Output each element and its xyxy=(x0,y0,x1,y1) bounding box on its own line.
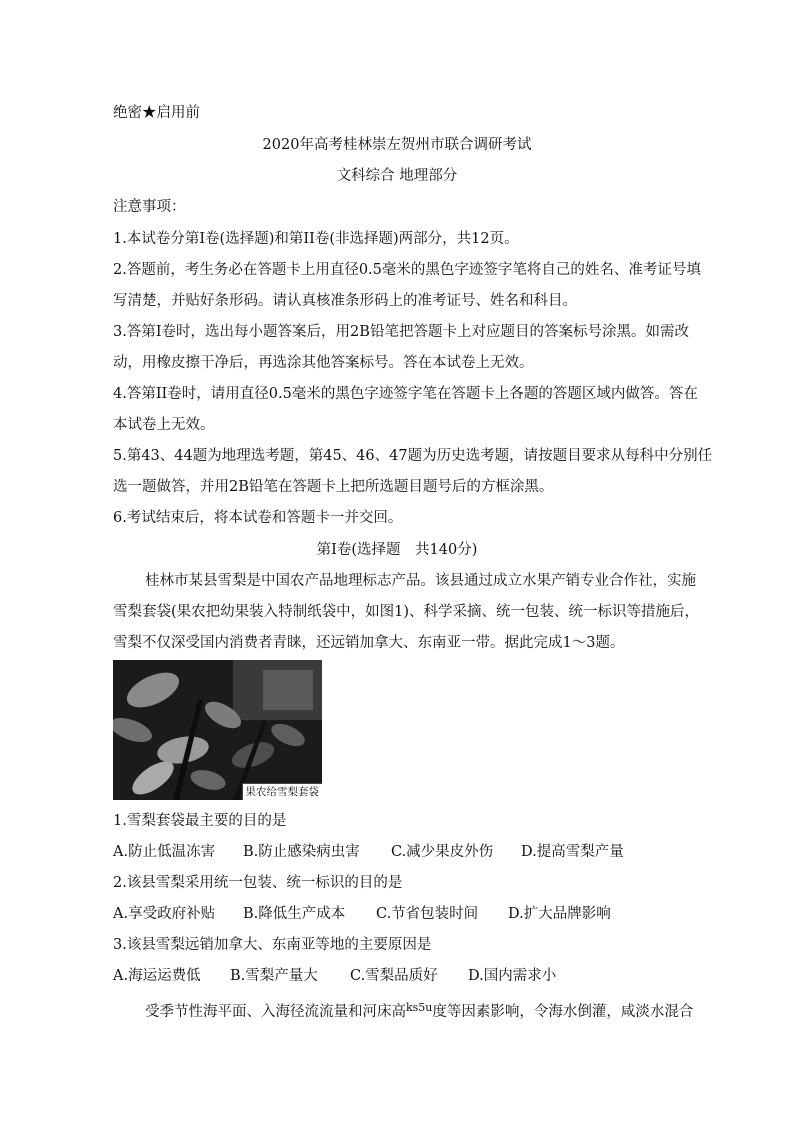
option: D.扩大品牌影响 xyxy=(508,906,611,922)
notice-heading: 注意事项： xyxy=(113,199,186,215)
notice-line: 2.答题前，考生务必在答题卡上用直径0.5毫米的黑色字迹签字笔将自己的姓名、准考证号填 xyxy=(113,262,701,278)
passage-line: 雪梨套袋(果农把幼果装入特制纸袋中，如图1)、科学采摘、统一包装、统一标识等措施后， xyxy=(113,604,700,620)
option: B.雪梨产量大 xyxy=(230,968,318,984)
option: B.降低生产成本 xyxy=(243,906,346,922)
section-title: 第I卷(选择题 共140分) xyxy=(316,542,478,558)
passage2-text-before: 受季节性海平面、入海径流流量和河床高 xyxy=(145,1004,406,1020)
exam-title: 2020年高考桂林崇左贺州市联合调研考试 xyxy=(262,137,532,153)
notice-line: 4.答第II卷时，请用直径0.5毫米的黑色字迹签字笔在答题卡上各题的答题区域内做答。答在 xyxy=(113,386,698,402)
option: C.节省包装时间 xyxy=(376,906,479,922)
pear-bagging-photo xyxy=(113,660,322,800)
classification-label: 绝密★启用前 xyxy=(113,105,200,121)
passage2-superscript: ks5u xyxy=(406,1001,433,1014)
notice-line: 选一题做答，并用2B铅笔在答题卡上把所选题目题号后的方框涂黑。 xyxy=(113,479,554,495)
option: A.海运运费低 xyxy=(113,968,201,984)
option: B.防止感染病虫害 xyxy=(243,844,360,860)
passage-line: 桂林市某县雪梨是中国农产品地理标志产品。该县通过成立水果产销专业合作社，实施 xyxy=(145,573,696,589)
question-options xyxy=(113,842,624,862)
notice-line: 5.第43、44题为地理选考题，第45、46、47题为历史选考题，请按题目要求从每科中分别任 xyxy=(113,448,713,464)
option: D.国内需求小 xyxy=(468,968,557,984)
option: A.享受政府补贴 xyxy=(113,906,216,922)
notice-line: 6.考试结束后，将本试卷和答题卡一并交回。 xyxy=(113,510,403,526)
question-stem: 1.雪梨套袋最主要的目的是 xyxy=(113,813,287,829)
question-stem: 2.该县雪梨采用统一包装、统一标识的目的是 xyxy=(113,875,403,891)
passage2-line xyxy=(145,998,693,1022)
notice-line: 写清楚，并贴好条形码。请认真核准条形码上的准考证号、姓名和科目。 xyxy=(113,293,577,309)
passage2-text-after: 度等因素影响，令海水倒灌，咸淡水混合 xyxy=(432,1004,694,1020)
option: C.减少果皮外伤 xyxy=(391,844,494,860)
notice-line: 1.本试卷分第I卷(选择题)和第II卷(非选择题)两部分，共12页。 xyxy=(113,231,519,247)
notice-line: 本试卷上无效。 xyxy=(113,417,215,433)
photo-caption: 果农给雪梨套袋 xyxy=(242,783,323,800)
notice-line: 动，用橡皮擦干净后，再选涂其他答案标号。答在本试卷上无效。 xyxy=(113,355,534,371)
exam-subtitle: 文科综合 地理部分 xyxy=(336,168,458,184)
option: C.雪梨品质好 xyxy=(350,968,438,984)
notice-line: 3.答第I卷时，选出每小题答案后，用2B铅笔把答题卡上对应题目的答案标号涂黑。如需改 xyxy=(113,324,689,340)
option: D.提高雪梨产量 xyxy=(521,844,624,860)
question-stem: 3.该县雪梨远销加拿大、东南亚等地的主要原因是 xyxy=(113,937,432,953)
question-options xyxy=(113,904,611,924)
passage-line: 雪梨不仅深受国内消费者青睐，还远销加拿大、东南亚一带。据此完成1～3题。 xyxy=(113,635,625,651)
option: A.防止低温冻害 xyxy=(113,844,216,860)
photo-illustration xyxy=(113,660,322,800)
question-options xyxy=(113,966,556,986)
